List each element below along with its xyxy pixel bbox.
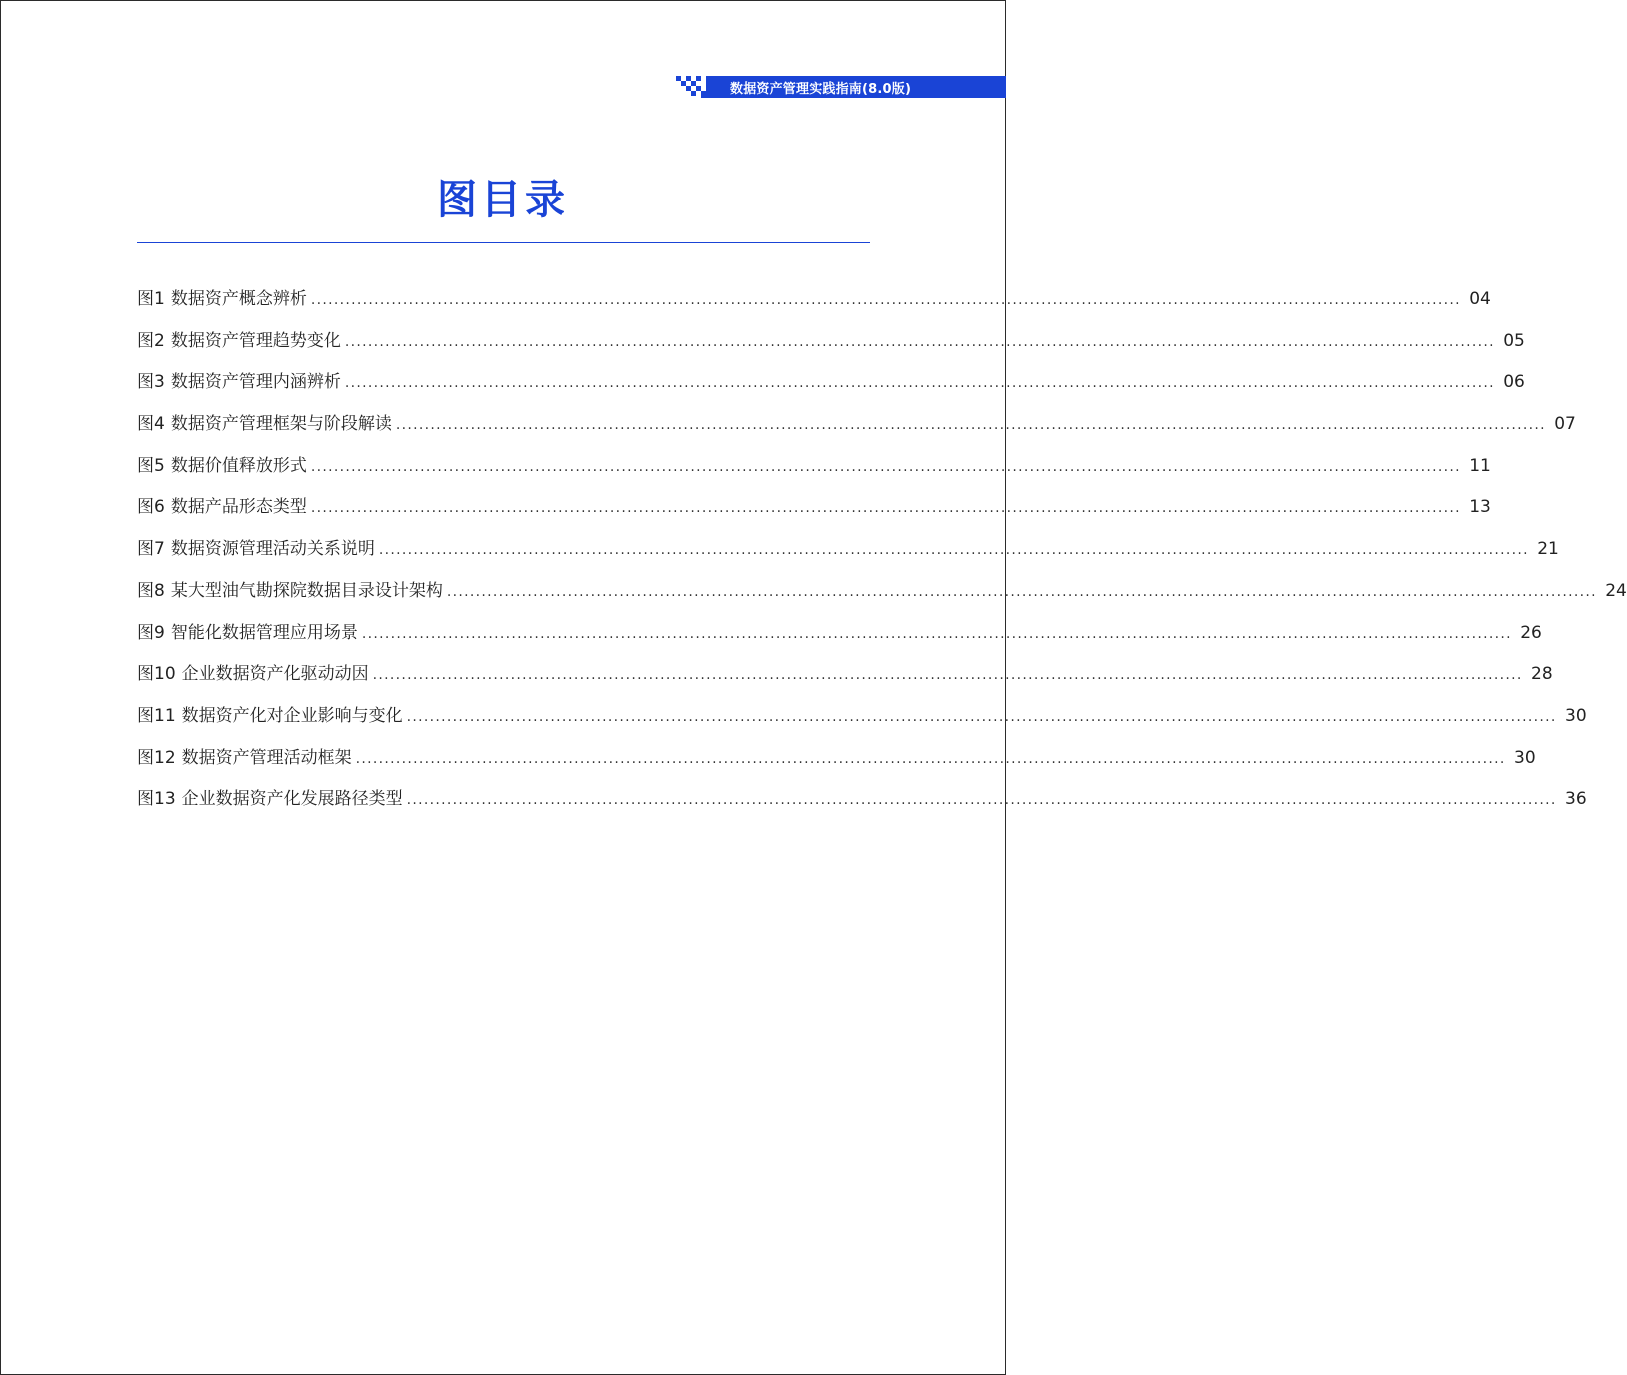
toc-dot-leader: ........................................................................................................................................................................................................ bbox=[446, 583, 1597, 600]
page-title: 图目录 bbox=[437, 177, 569, 223]
toc-item[interactable] bbox=[137, 452, 1491, 494]
toc-item[interactable] bbox=[137, 327, 1525, 369]
toc-figure-title: 数据资产化对企业影响与变化 bbox=[181, 705, 403, 726]
toc-figure-number: 图9 bbox=[137, 622, 165, 643]
toc-label bbox=[137, 619, 358, 647]
toc-label bbox=[137, 577, 443, 605]
toc-dot-leader: ........................................................................................................................................................................................................ bbox=[344, 333, 1495, 350]
toc-label bbox=[137, 452, 307, 480]
toc-figure-number: 图2 bbox=[137, 330, 165, 351]
title-divider bbox=[137, 242, 870, 243]
toc-dot-leader: ........................................................................................................................................................................................................ bbox=[372, 667, 1523, 684]
toc-figure-number: 图5 bbox=[137, 455, 165, 476]
toc-figure-title: 数据价值释放形式 bbox=[170, 455, 307, 476]
toc-figure-title: 智能化数据管理应用场景 bbox=[170, 622, 358, 643]
toc-item[interactable] bbox=[137, 410, 1576, 452]
toc-dot-leader: ........................................................................................................................................................................................................ bbox=[310, 292, 1461, 308]
toc-figure-title: 数据资产管理框架与阶段解读 bbox=[170, 414, 392, 435]
toc-figure-number: 图4 bbox=[137, 414, 165, 435]
toc-item[interactable] bbox=[137, 285, 1491, 327]
toc-dot-leader: ........................................................................................................................................................................................................ bbox=[344, 375, 1495, 392]
toc-item[interactable] bbox=[137, 702, 1587, 744]
toc-item[interactable] bbox=[137, 535, 1559, 577]
toc-item[interactable] bbox=[137, 660, 1553, 702]
toc-item[interactable] bbox=[137, 744, 1536, 786]
toc-figure-title: 企业数据资产化发展路径类型 bbox=[181, 789, 403, 810]
figure-list bbox=[137, 285, 1627, 827]
toc-item[interactable] bbox=[137, 577, 1627, 619]
toc-page-number: 26 bbox=[1520, 622, 1542, 643]
toc-figure-number: 图3 bbox=[137, 372, 165, 393]
toc-label bbox=[137, 327, 341, 355]
toc-item[interactable] bbox=[137, 619, 1542, 661]
toc-page-number: 21 bbox=[1537, 539, 1559, 560]
toc-page-number: 07 bbox=[1554, 414, 1576, 435]
toc-figure-title: 数据资产概念辨析 bbox=[170, 289, 307, 309]
toc-figure-number: 图11 bbox=[137, 705, 176, 726]
toc-figure-title: 数据产品形态类型 bbox=[170, 497, 307, 518]
toc-dot-leader: ........................................................................................................................................................................................................ bbox=[310, 458, 1461, 475]
toc-figure-title: 企业数据资产化驱动动因 bbox=[181, 664, 369, 685]
toc-label bbox=[137, 410, 392, 438]
header-banner-title: 数据资产管理实践指南(8.0版) bbox=[730, 81, 912, 97]
toc-label bbox=[137, 493, 307, 521]
toc-figure-title: 数据资产管理内涵辨析 bbox=[170, 372, 341, 393]
toc-item[interactable] bbox=[137, 493, 1491, 535]
toc-figure-number: 图12 bbox=[137, 747, 176, 768]
toc-figure-title: 某大型油气勘探院数据目录设计架构 bbox=[170, 580, 443, 601]
toc-label bbox=[137, 535, 375, 563]
toc-page-number: 36 bbox=[1565, 789, 1587, 810]
toc-page-number: 30 bbox=[1565, 705, 1587, 726]
toc-dot-leader: ........................................................................................................................................................................................................ bbox=[395, 417, 1546, 434]
toc-page-number: 05 bbox=[1503, 330, 1525, 351]
toc-figure-title: 数据资产管理活动框架 bbox=[181, 747, 352, 768]
toc-item[interactable] bbox=[137, 785, 1587, 827]
toc-item[interactable] bbox=[137, 368, 1525, 410]
toc-dot-leader: ........................................................................................................................................................................................................ bbox=[361, 625, 1512, 642]
toc-label bbox=[137, 660, 369, 688]
toc-label bbox=[137, 285, 307, 313]
toc-page-number: 24 bbox=[1605, 580, 1627, 601]
toc-figure-number: 图6 bbox=[137, 497, 165, 518]
toc-label bbox=[137, 368, 341, 396]
toc-figure-title: 数据资源管理活动关系说明 bbox=[170, 539, 375, 560]
toc-dot-leader: ........................................................................................................................................................................................................ bbox=[310, 500, 1461, 517]
toc-page-number: 30 bbox=[1514, 747, 1536, 768]
toc-page-number: 11 bbox=[1469, 455, 1491, 476]
toc-dot-leader: ........................................................................................................................................................................................................ bbox=[406, 708, 1557, 725]
header-banner bbox=[706, 76, 1006, 98]
toc-label bbox=[137, 785, 403, 813]
toc-page-number: 28 bbox=[1531, 664, 1553, 685]
toc-dot-leader: ........................................................................................................................................................................................................ bbox=[378, 542, 1529, 559]
toc-dot-leader: ........................................................................................................................................................................................................ bbox=[355, 750, 1506, 767]
toc-figure-number: 图7 bbox=[137, 539, 165, 560]
toc-figure-number: 图13 bbox=[137, 789, 176, 810]
toc-figure-title: 数据资产管理趋势变化 bbox=[170, 330, 341, 351]
toc-label bbox=[137, 744, 352, 772]
toc-page-number: 13 bbox=[1469, 497, 1491, 518]
toc-figure-number: 图10 bbox=[137, 664, 176, 685]
toc-figure-number: 图8 bbox=[137, 580, 165, 601]
toc-page-number: 04 bbox=[1469, 289, 1491, 309]
toc-dot-leader: ........................................................................................................................................................................................................ bbox=[406, 792, 1557, 809]
toc-label bbox=[137, 702, 403, 730]
toc-page-number: 06 bbox=[1503, 372, 1525, 393]
toc-figure-number: 图1 bbox=[137, 289, 165, 309]
